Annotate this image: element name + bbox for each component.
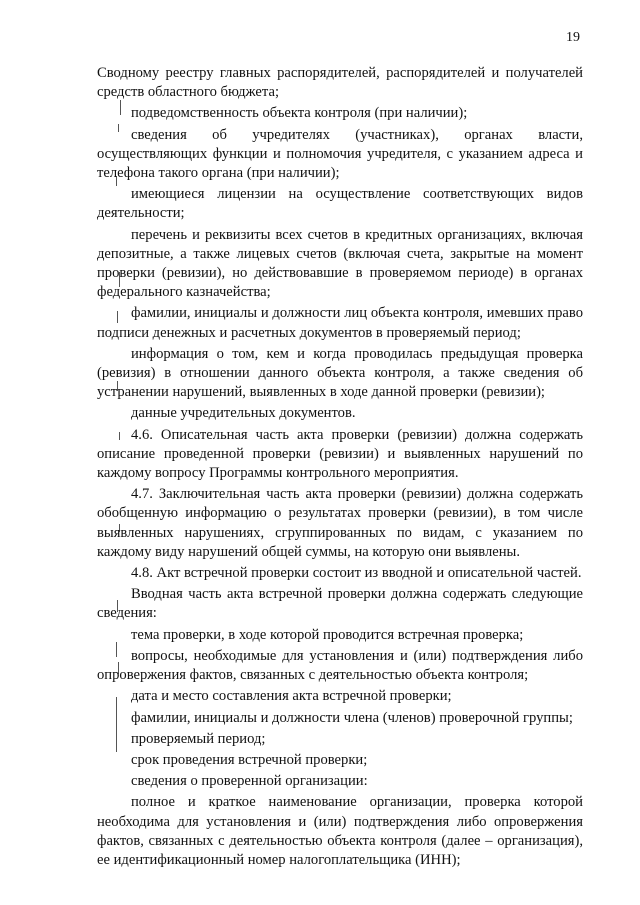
list-item: имеющиеся лицензии на осуществление соответствующих видов деятельности; — [97, 186, 583, 222]
list-item: проверяемый период; — [131, 730, 266, 747]
list-item: информация о том, кем и когда проводилась предыдущая проверка (ревизия) в отношении данного объекта контроля, а также сведения об устранении нарушений, выявленных в ходе данной проверки (ревизии); — [97, 345, 583, 401]
page-number: 19 — [566, 30, 580, 45]
list-item: фамилии, инициалы и должности члена (членов) проверочной группы; — [131, 709, 573, 726]
paragraph: Сводному реестру главных распорядителей, распорядителей и получателей средств областного бюджета; — [97, 65, 583, 101]
list-item: перечень и реквизиты всех счетов в кредитных организациях, включая депозитные, а также лицевых счетов (включая счета, закрытые на момент проверки (ревизии), но действовавшие в проверяемом периоде) в органах федерального казначейства; — [97, 226, 583, 301]
section-4-7: 4.7. Заключительная часть акта проверки (ревизии) должна содержать обобщенную информацию о результатах проверки (ревизии), в том числе выявленных нарушениях, сгруппированных по видам, с указанием по каждому виду нарушений общей суммы, на которую они выявлены. — [97, 486, 583, 560]
section-4-6: 4.6. Описательная часть акта проверки (ревизии) должна содержать описание проведенной проверки (ревизии) и выявленных нарушений по каждому вопросу Программы контрольного мероприятия. — [97, 426, 583, 482]
document-body — [97, 64, 583, 870]
list-item: тема проверки, в ходе которой проводится встречная проверка; — [131, 626, 524, 643]
list-item: подведомственность объекта контроля (при наличии); — [131, 105, 468, 122]
list-item: срок проведения встречной проверки; — [131, 751, 368, 768]
list-item: данные учредительных документов. — [131, 405, 356, 422]
list-item: дата и место составления акта встречной проверки; — [131, 688, 452, 705]
list-item: сведения об учредителях (участниках), органах власти, осуществляющих функции и полномочия учредителя, с указанием адреса и телефона такого органа (при наличии); — [97, 126, 583, 182]
list-item: сведения о проверенной организации: — [131, 773, 368, 790]
list-item: фамилии, инициалы и должности лиц объекта контроля, имевших право подписи денежных и расчетных документов в проверяемый период; — [97, 305, 583, 341]
paragraph: Вводная часть акта встречной проверки должна содержать следующие сведения: — [97, 586, 583, 622]
section-4-8: 4.8. Акт встречной проверки состоит из вводной и описательной частей. — [131, 565, 582, 582]
list-item: полное и краткое наименование организации, проверка которой необходима для установления и (или) подтверждения либо опровержения фактов, связанных с деятельностью объекта контроля (далее – организация), ее идентификационный номер налогоплательщика (ИНН); — [97, 794, 583, 868]
list-item: вопросы, необходимые для установления и (или) подтверждения либо опровержения фактов, связанных с деятельностью объекта контроля; — [97, 647, 583, 684]
